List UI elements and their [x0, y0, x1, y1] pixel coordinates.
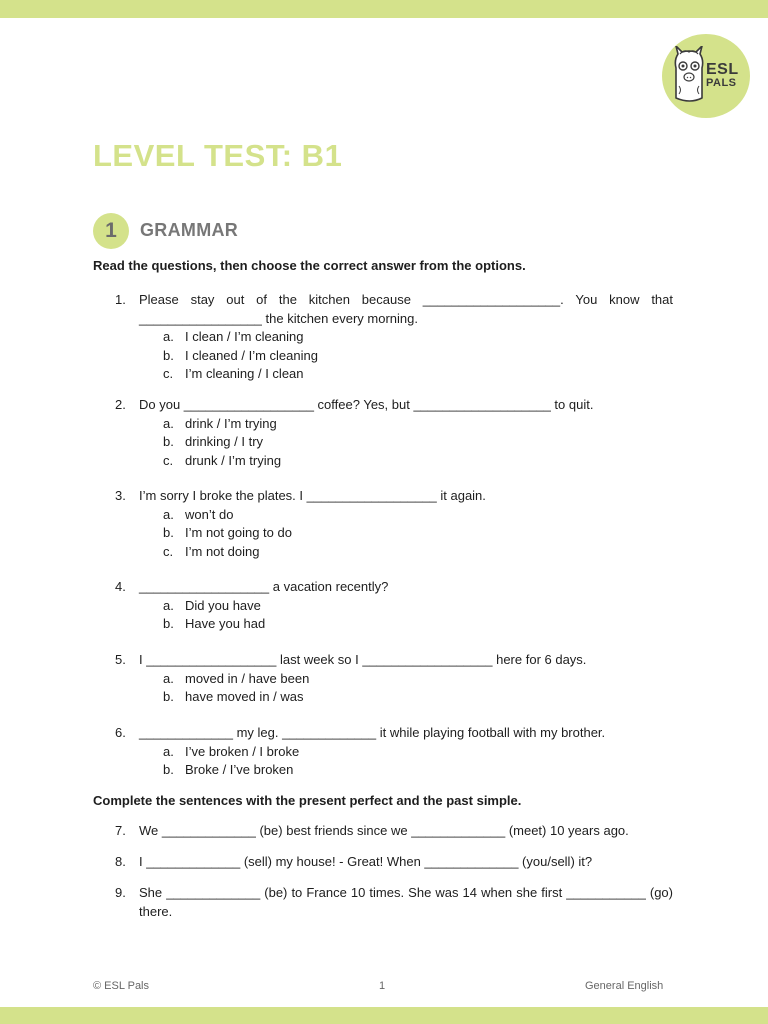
question-number: 6. — [115, 725, 126, 740]
option-c[interactable] — [163, 365, 673, 384]
option-a[interactable] — [163, 415, 673, 434]
option-text: I’ve broken / I broke — [185, 743, 300, 759]
question-number: 4. — [115, 579, 126, 594]
option-letter: c. — [163, 452, 174, 468]
option-letter: b. — [163, 525, 174, 540]
logo-text-pals: PALS — [706, 77, 737, 89]
option-text: I’m not going to do — [185, 525, 292, 540]
question-text: __________________ a vacation recently? — [139, 579, 389, 594]
page-title: LEVEL TEST: B1 — [93, 138, 343, 173]
question-5 — [93, 651, 673, 707]
option-text: won’t do — [185, 506, 234, 522]
question-text: We _____________ (be) best friends since we _____________ (meet) 10 years ago. — [139, 823, 629, 838]
footer-copyright: © ESL Pals — [93, 980, 149, 992]
option-text: I clean / I’m cleaning — [185, 329, 304, 344]
question-text: I’m sorry I broke the plates. I __________________ it again. — [139, 488, 486, 503]
option-a[interactable] — [163, 670, 673, 689]
question-2 — [93, 396, 673, 470]
option-letter: a. — [163, 415, 174, 431]
option-c[interactable] — [163, 543, 673, 562]
option-text: drunk / I’m trying — [185, 452, 282, 468]
option-letter: a. — [163, 329, 174, 344]
question-8 — [93, 853, 673, 872]
question-text: _____________ my leg. _____________ it while playing football with my brother. — [139, 725, 606, 740]
option-b[interactable] — [163, 615, 673, 634]
option-b[interactable] — [163, 688, 673, 707]
section-title: GRAMMAR — [140, 220, 239, 240]
llama-icon — [670, 46, 708, 106]
option-a[interactable] — [163, 506, 673, 525]
question-6 — [93, 724, 673, 780]
option-text: I’m cleaning / I clean — [185, 366, 304, 381]
question-text: Please stay out of the kitchen because ___________________. You know that _________________ the kitchen every morning. — [139, 292, 673, 326]
option-letter: c. — [163, 543, 174, 559]
question-text: I __________________ last week so I __________________ here for 6 days. — [139, 652, 587, 667]
options-list — [163, 328, 673, 384]
option-text: I’m not doing — [185, 543, 260, 559]
option-b[interactable] — [163, 761, 673, 780]
option-b[interactable] — [163, 347, 673, 366]
options-list — [163, 415, 673, 471]
option-letter: a. — [163, 743, 174, 759]
option-letter: b. — [163, 347, 174, 363]
question-number: 8. — [115, 854, 126, 869]
option-b[interactable] — [163, 433, 673, 452]
instructions-multiple-choice: Read the questions, then choose the correct answer from the options. — [93, 258, 526, 273]
bottom-accent-bar — [0, 1007, 768, 1024]
question-7 — [93, 822, 673, 841]
option-letter: b. — [163, 762, 174, 777]
footer-page-number: 1 — [379, 980, 386, 992]
option-a[interactable] — [163, 597, 673, 616]
option-text: Have you had — [185, 616, 266, 631]
option-letter: a. — [163, 506, 174, 522]
option-text: drink / I’m trying — [185, 415, 277, 431]
option-text: Did you have — [185, 597, 261, 613]
question-text: She _____________ (be) to France 10 times. She was 14 when she first ___________ (go) there. — [139, 885, 673, 919]
question-number: 7. — [115, 823, 126, 838]
section-number-badge: 1 — [93, 213, 129, 249]
question-number: 1. — [115, 292, 126, 307]
footer-course-name: General English — [585, 980, 664, 992]
question-text: I _____________ (sell) my house! - Great! When _____________ (you/sell) it? — [139, 854, 593, 869]
option-letter: c. — [163, 366, 174, 381]
question-number: 5. — [115, 652, 126, 667]
question-number: 3. — [115, 488, 126, 503]
instructions-present-perfect: Complete the sentences with the present perfect and the past simple. — [93, 793, 522, 808]
option-text: moved in / have been — [185, 670, 310, 686]
question-text: Do you __________________ coffee? Yes, but ___________________ to quit. — [139, 397, 594, 412]
option-text: Broke / I’ve broken — [185, 762, 294, 777]
option-letter: b. — [163, 616, 174, 631]
option-letter: a. — [163, 597, 174, 613]
options-list — [163, 506, 673, 562]
question-number: 9. — [115, 885, 126, 900]
esl-pals-logo — [662, 34, 750, 118]
question-4 — [93, 578, 673, 634]
logo-text-esl: ESL — [706, 61, 739, 78]
question-number: 2. — [115, 397, 126, 412]
options-list — [163, 597, 673, 634]
question-3 — [93, 487, 673, 561]
option-c[interactable] — [163, 452, 673, 471]
top-accent-bar — [0, 0, 768, 18]
option-letter: b. — [163, 689, 174, 704]
options-list — [163, 743, 673, 780]
option-letter: b. — [163, 434, 174, 449]
option-a[interactable] — [163, 328, 673, 347]
question-1 — [93, 291, 673, 384]
option-a[interactable] — [163, 743, 673, 762]
option-text: I cleaned / I’m cleaning — [185, 347, 318, 363]
option-text: have moved in / was — [185, 689, 304, 704]
question-9 — [93, 884, 673, 921]
options-list — [163, 670, 673, 707]
option-text: drinking / I try — [185, 434, 264, 449]
option-letter: a. — [163, 670, 174, 686]
option-b[interactable] — [163, 524, 673, 543]
